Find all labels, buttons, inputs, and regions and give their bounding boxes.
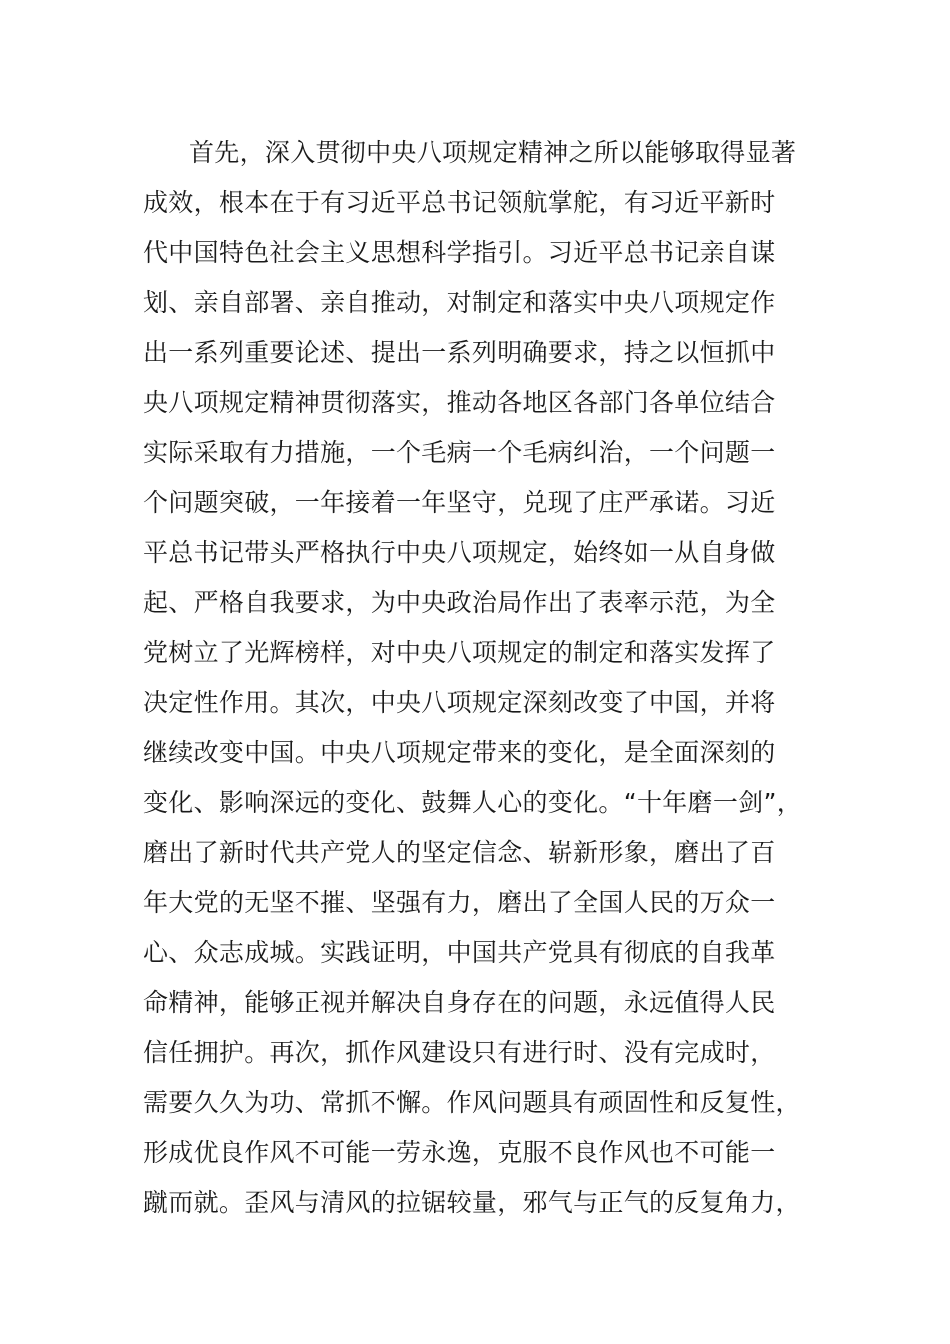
paragraph-line: 心、众志成城。实践证明，中国共产党具有彻底的自我革 (143, 938, 776, 967)
paragraph-line: 命精神，能够正视并解决自身存在的问题，永远值得人民 (143, 988, 776, 1017)
paragraph-line: 央八项规定精神贯彻落实，推动各地区各部门各单位结合 (143, 388, 776, 417)
paragraph-line: 决定性作用。其次，中央八项规定深刻改变了中国，并将 (143, 688, 776, 717)
paragraph-line: 划、亲自部署、亲自推动，对制定和落实中央八项规定作 (143, 288, 776, 317)
body-paragraph (143, 128, 813, 1228)
paragraph-line: 起、严格自我要求，为中央政治局作出了表率示范，为全 (143, 588, 776, 617)
paragraph-line: 磨出了新时代共产党人的坚定信念、崭新形象，磨出了百 (143, 838, 776, 867)
paragraph-line: 个问题突破，一年接着一年坚守，兑现了庄严承诺。习近 (143, 488, 776, 517)
paragraph-line: 首先，深入贯彻中央八项规定精神之所以能够取得显著 (189, 138, 797, 167)
paragraph-line: 代中国特色社会主义思想科学指引。习近平总书记亲自谋 (143, 238, 776, 267)
paragraph-line: 年大党的无坚不摧、坚强有力，磨出了全国人民的万众一 (143, 888, 776, 917)
paragraph-line: 形成优良作风不可能一劳永逸，克服不良作风也不可能一 (143, 1138, 776, 1167)
paragraph-line: 出一系列重要论述、提出一系列明确要求，持之以恒抓中 (143, 338, 776, 367)
paragraph-line: 继续改变中国。中央八项规定带来的变化，是全面深刻的 (143, 738, 776, 767)
paragraph-line: 变化、影响深远的变化、鼓舞人心的变化。“十年磨一剑”， (143, 788, 803, 817)
paragraph-line: 党树立了光辉榜样，对中央八项规定的制定和落实发挥了 (143, 638, 776, 667)
paragraph-line: 平总书记带头严格执行中央八项规定，始终如一从自身做 (143, 538, 776, 567)
paragraph-line: 成效，根本在于有习近平总书记领航掌舵，有习近平新时 (143, 188, 776, 217)
paragraph-line: 蹴而就。歪风与清风的拉锯较量，邪气与正气的反复角力， (143, 1188, 801, 1217)
paragraph-line: 信任拥护。再次，抓作风建设只有进行时、没有完成时， (143, 1038, 776, 1067)
paragraph-line: 需要久久为功、常抓不懈。作风问题具有顽固性和反复性， (143, 1088, 801, 1117)
paragraph-line: 实际采取有力措施，一个毛病一个毛病纠治，一个问题一 (143, 438, 776, 467)
